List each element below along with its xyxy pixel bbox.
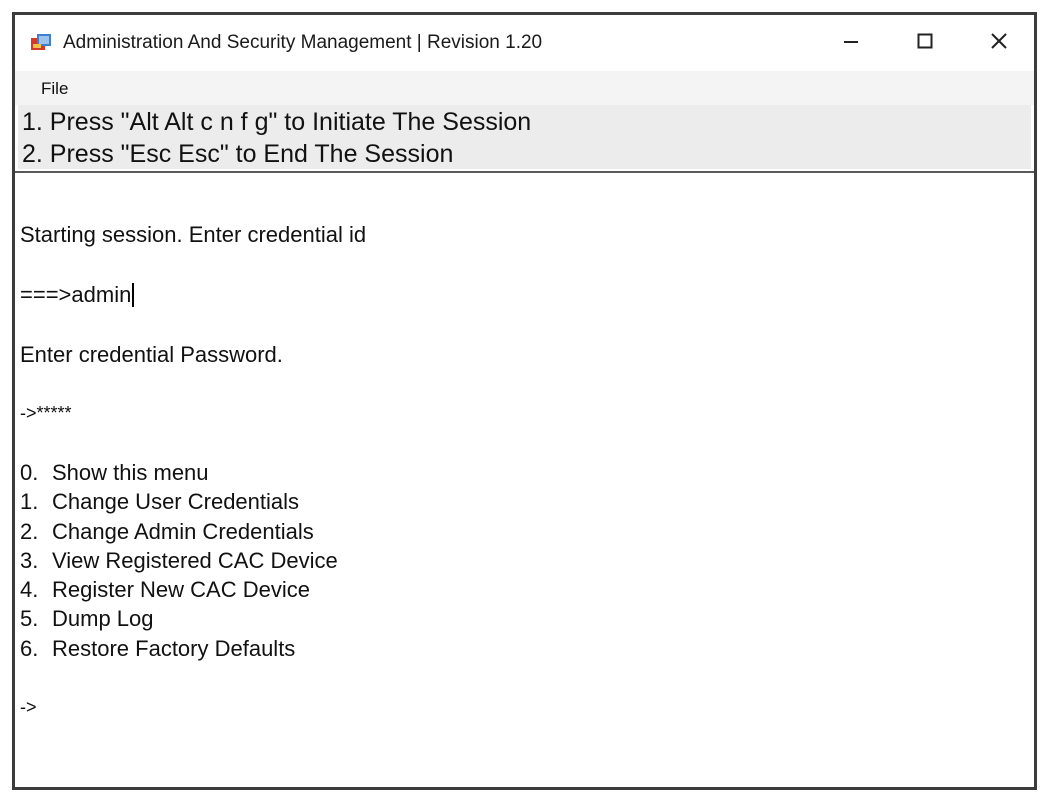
menu-bar [15,71,1034,105]
maximize-button[interactable] [897,23,953,63]
command-prompt[interactable]: -> [20,697,37,717]
menu-item [20,518,314,546]
app-window-icon [30,32,52,54]
instructions-panel [18,105,1031,169]
menu-item-label: Change User Credentials [52,489,300,514]
text-caret [132,283,134,307]
menu-item-label: Show this menu [52,460,209,485]
menu-item-label: Restore Factory Defaults [52,636,296,661]
instruction-initiate: 1. Press "Alt Alt c n f g" to Initiate The Session [22,108,532,136]
password-message: Enter credential Password. [20,342,283,367]
password-line [20,399,72,427]
menu-item-number: 1. [20,489,39,514]
menu-item [20,459,209,487]
menu-item-number: 2. [20,519,39,544]
menu-item-number: 6. [20,636,39,661]
close-icon [990,32,1008,55]
menu-item [20,605,154,633]
menu-item [20,635,295,663]
close-button[interactable] [971,23,1027,63]
console-output[interactable] [15,173,1034,787]
menu-item [20,547,338,575]
menu-item-label: Dump Log [52,606,154,631]
start-message: Starting session. Enter credential id [20,222,367,247]
window-title: Administration And Security Management | Revision 1.20 [63,32,543,53]
minimize-button[interactable] [823,23,879,63]
app-window [12,12,1037,790]
credential-id-input[interactable]: admin [71,282,132,307]
menu-item-label: View Registered CAC Device [52,548,338,573]
menu-item-number: 5. [20,606,39,631]
menu-item-number: 4. [20,577,39,602]
id-prompt: ===> [20,282,72,307]
menu-item-number: 0. [20,460,39,485]
menu-item [20,488,299,516]
title-bar[interactable] [15,15,1034,71]
minimize-icon [842,32,860,55]
credential-id-line[interactable] [20,281,134,309]
password-mask: ***** [36,403,72,423]
password-prompt: -> [20,403,37,423]
menu-item-label: Register New CAC Device [52,577,310,602]
instruction-end: 2. Press "Esc Esc" to End The Session [22,140,454,168]
maximize-icon [916,32,934,55]
menu-item-number: 3. [20,548,39,573]
menu-item [20,576,310,604]
menu-item-label: Change Admin Credentials [52,519,314,544]
menu-file[interactable]: File [41,79,69,98]
